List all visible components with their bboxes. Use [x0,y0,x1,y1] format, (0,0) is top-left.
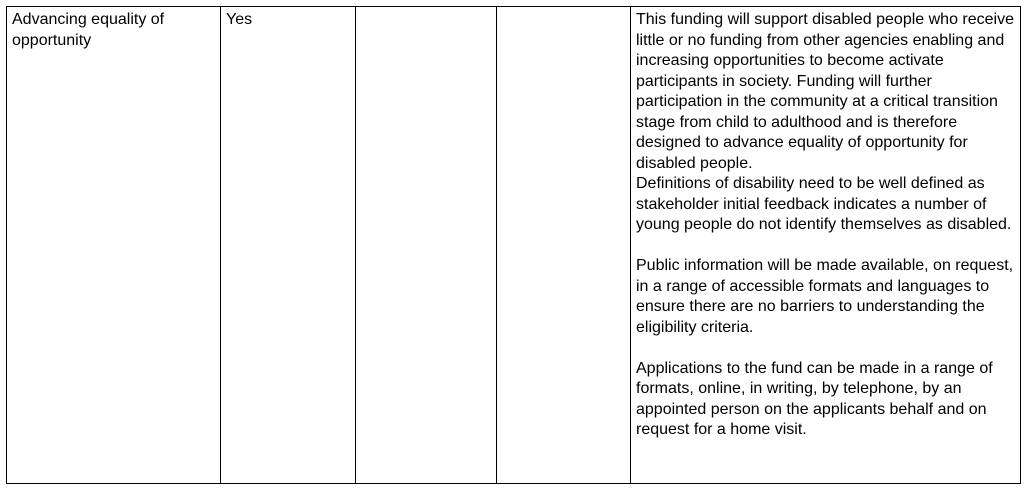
relevance-cell [221,7,356,484]
detail-paragraph-3: Public information will be made available, on request, in a range of accessible formats and languages to ensure there are no barriers to understanding the eligibility criteria. [636,257,1014,336]
criterion-cell [7,7,221,484]
relevance-text: Yes [226,11,253,28]
detail-cell [631,7,1021,484]
detail-paragraph-2: Definitions of disability need to be well defined as stakeholder initial feedback indicates a number of young people do not identify themselves as disabled. [636,175,1012,233]
criterion-text: Advancing equality of opportunity [12,11,165,49]
table-row [7,7,1021,484]
equality-impact-table [6,6,1021,484]
empty-cell-3 [356,7,497,484]
detail-paragraph-1: This funding will support disabled people who receive little or no funding from other agencies enabling and increasing opportunities to become activate participants in society. Funding will further participation in the community at a critical transition stage from child to adulthood and is therefore designed to advance equality of opportunity for disabled people. [636,11,1014,172]
detail-paragraph-4: Applications to the fund can be made in a range of formats, online, in writing, by telephone, by an appointed person on the applicants behalf and on request for a home visit. [636,359,993,438]
empty-cell-4 [497,7,631,484]
